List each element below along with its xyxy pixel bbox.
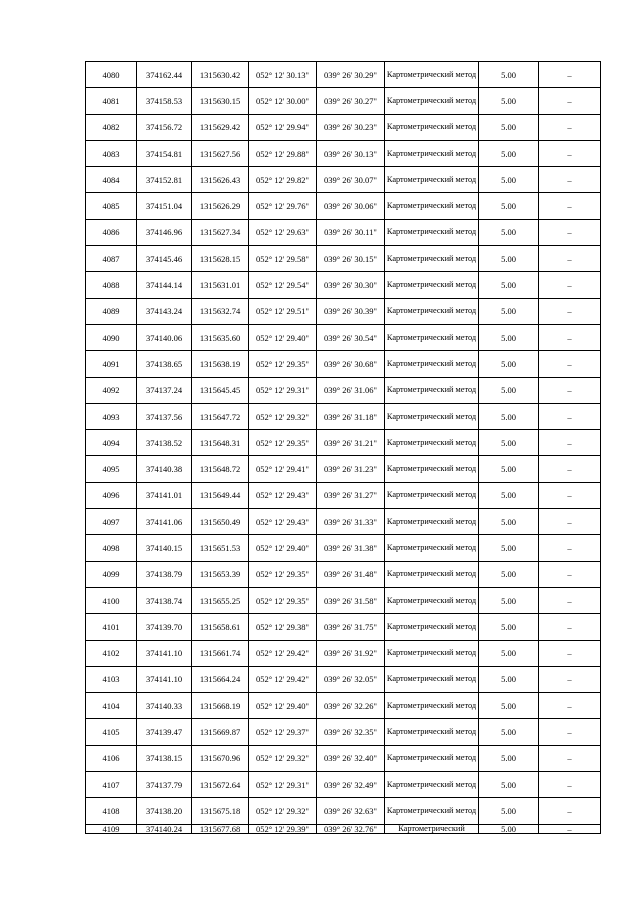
- longitude-cell: 039° 26' 30.23": [317, 114, 385, 140]
- latitude-cell: 052° 12' 29.40": [249, 693, 317, 719]
- table-row: [86, 509, 601, 535]
- table-row: [86, 298, 601, 324]
- coordinate-y-cell: 1315677.68: [192, 824, 249, 833]
- accuracy-cell: 5.00: [479, 640, 539, 666]
- method-cell: Картометрический метод: [385, 614, 479, 640]
- method-cell: Картометрический метод: [385, 324, 479, 350]
- note-cell: –: [539, 62, 601, 88]
- note-cell: –: [539, 798, 601, 824]
- accuracy-cell: 5.00: [479, 246, 539, 272]
- latitude-cell: 052° 12' 30.13": [249, 62, 317, 88]
- point-number-cell: 4109: [86, 824, 137, 833]
- table-row: [86, 614, 601, 640]
- accuracy-cell: 5.00: [479, 693, 539, 719]
- coordinate-x-cell: 374141.10: [137, 666, 192, 692]
- accuracy-cell: 5.00: [479, 140, 539, 166]
- note-cell: –: [539, 167, 601, 193]
- coordinates-table-container: [85, 61, 600, 834]
- accuracy-cell: 5.00: [479, 561, 539, 587]
- note-cell: –: [539, 772, 601, 798]
- coordinate-x-cell: 374156.72: [137, 114, 192, 140]
- coordinate-y-cell: 1315626.43: [192, 167, 249, 193]
- note-cell: –: [539, 587, 601, 613]
- point-number-cell: 4106: [86, 745, 137, 771]
- note-cell: –: [539, 272, 601, 298]
- table-row: [86, 482, 601, 508]
- method-cell: Картометрический метод: [385, 219, 479, 245]
- point-number-cell: 4102: [86, 640, 137, 666]
- method-cell: Картометрический метод: [385, 298, 479, 324]
- latitude-cell: 052° 12' 29.51": [249, 298, 317, 324]
- coordinate-y-cell: 1315650.49: [192, 509, 249, 535]
- note-cell: –: [539, 745, 601, 771]
- longitude-cell: 039° 26' 30.54": [317, 324, 385, 350]
- accuracy-cell: 5.00: [479, 193, 539, 219]
- longitude-cell: 039° 26' 31.18": [317, 403, 385, 429]
- coordinate-y-cell: 1315638.19: [192, 351, 249, 377]
- note-cell: –: [539, 561, 601, 587]
- method-cell: Картометрический метод: [385, 403, 479, 429]
- point-number-cell: 4083: [86, 140, 137, 166]
- longitude-cell: 039° 26' 30.06": [317, 193, 385, 219]
- note-cell: –: [539, 614, 601, 640]
- accuracy-cell: 5.00: [479, 167, 539, 193]
- method-cell: Картометрический метод: [385, 114, 479, 140]
- table-row: [86, 272, 601, 298]
- coordinate-y-cell: 1315635.60: [192, 324, 249, 350]
- accuracy-cell: 5.00: [479, 824, 539, 833]
- coordinate-x-cell: 374140.15: [137, 535, 192, 561]
- coordinate-y-cell: 1315630.15: [192, 88, 249, 114]
- coordinate-y-cell: 1315626.29: [192, 193, 249, 219]
- accuracy-cell: 5.00: [479, 114, 539, 140]
- latitude-cell: 052° 12' 29.32": [249, 798, 317, 824]
- method-cell: Картометрический метод: [385, 509, 479, 535]
- method-cell: Картометрический метод: [385, 456, 479, 482]
- coordinate-y-cell: 1315668.19: [192, 693, 249, 719]
- note-cell: –: [539, 456, 601, 482]
- coordinate-x-cell: 374140.33: [137, 693, 192, 719]
- coordinate-x-cell: 374154.81: [137, 140, 192, 166]
- table-row: [86, 377, 601, 403]
- table-row: [86, 140, 601, 166]
- coordinate-y-cell: 1315648.72: [192, 456, 249, 482]
- point-number-cell: 4090: [86, 324, 137, 350]
- note-cell: –: [539, 666, 601, 692]
- latitude-cell: 052° 12' 29.31": [249, 377, 317, 403]
- accuracy-cell: 5.00: [479, 298, 539, 324]
- accuracy-cell: 5.00: [479, 62, 539, 88]
- latitude-cell: 052° 12' 29.82": [249, 167, 317, 193]
- coordinate-x-cell: 374141.10: [137, 640, 192, 666]
- note-cell: –: [539, 719, 601, 745]
- note-cell: –: [539, 377, 601, 403]
- note-cell: –: [539, 246, 601, 272]
- latitude-cell: 052° 12' 29.39": [249, 824, 317, 833]
- coordinate-x-cell: 374145.46: [137, 246, 192, 272]
- longitude-cell: 039° 26' 31.58": [317, 587, 385, 613]
- coordinate-x-cell: 374140.06: [137, 324, 192, 350]
- coordinate-y-cell: 1315651.53: [192, 535, 249, 561]
- accuracy-cell: 5.00: [479, 219, 539, 245]
- coordinate-y-cell: 1315653.39: [192, 561, 249, 587]
- table-row: [86, 62, 601, 88]
- table-row: [86, 561, 601, 587]
- accuracy-cell: 5.00: [479, 272, 539, 298]
- coordinate-x-cell: 374138.79: [137, 561, 192, 587]
- accuracy-cell: 5.00: [479, 614, 539, 640]
- longitude-cell: 039° 26' 30.30": [317, 272, 385, 298]
- point-number-cell: 4085: [86, 193, 137, 219]
- accuracy-cell: 5.00: [479, 719, 539, 745]
- latitude-cell: 052° 12' 30.00": [249, 88, 317, 114]
- coordinate-x-cell: 374138.15: [137, 745, 192, 771]
- table-row: [86, 772, 601, 798]
- longitude-cell: 039° 26' 31.92": [317, 640, 385, 666]
- point-number-cell: 4107: [86, 772, 137, 798]
- latitude-cell: 052° 12' 29.43": [249, 509, 317, 535]
- method-cell: Картометрический метод: [385, 772, 479, 798]
- longitude-cell: 039° 26' 30.13": [317, 140, 385, 166]
- point-number-cell: 4103: [86, 666, 137, 692]
- longitude-cell: 039° 26' 31.27": [317, 482, 385, 508]
- method-cell: Картометрический метод: [385, 535, 479, 561]
- point-number-cell: 4088: [86, 272, 137, 298]
- table-row: [86, 719, 601, 745]
- coordinate-y-cell: 1315670.96: [192, 745, 249, 771]
- point-number-cell: 4099: [86, 561, 137, 587]
- latitude-cell: 052° 12' 29.35": [249, 561, 317, 587]
- latitude-cell: 052° 12' 29.94": [249, 114, 317, 140]
- coordinate-y-cell: 1315627.34: [192, 219, 249, 245]
- note-cell: –: [539, 140, 601, 166]
- table-row: [86, 324, 601, 350]
- longitude-cell: 039° 26' 32.35": [317, 719, 385, 745]
- coordinate-y-cell: 1315629.42: [192, 114, 249, 140]
- method-cell: Картометрический метод: [385, 62, 479, 88]
- coordinate-x-cell: 374138.74: [137, 587, 192, 613]
- coordinate-x-cell: 374140.38: [137, 456, 192, 482]
- coordinate-x-cell: 374138.20: [137, 798, 192, 824]
- method-cell: Картометрический метод: [385, 666, 479, 692]
- longitude-cell: 039° 26' 31.21": [317, 430, 385, 456]
- table-row: [86, 693, 601, 719]
- accuracy-cell: 5.00: [479, 88, 539, 114]
- longitude-cell: 039° 26' 32.26": [317, 693, 385, 719]
- point-number-cell: 4087: [86, 246, 137, 272]
- point-number-cell: 4094: [86, 430, 137, 456]
- table-row: [86, 246, 601, 272]
- table-row: [86, 403, 601, 429]
- coordinate-x-cell: 374146.96: [137, 219, 192, 245]
- longitude-cell: 039° 26' 32.76": [317, 824, 385, 833]
- longitude-cell: 039° 26' 30.27": [317, 88, 385, 114]
- accuracy-cell: 5.00: [479, 482, 539, 508]
- longitude-cell: 039° 26' 30.39": [317, 298, 385, 324]
- latitude-cell: 052° 12' 29.40": [249, 324, 317, 350]
- note-cell: –: [539, 824, 601, 833]
- coordinate-x-cell: 374138.52: [137, 430, 192, 456]
- coordinate-x-cell: 374137.79: [137, 772, 192, 798]
- point-number-cell: 4098: [86, 535, 137, 561]
- longitude-cell: 039° 26' 31.75": [317, 614, 385, 640]
- method-cell: Картометрический метод: [385, 351, 479, 377]
- method-cell: Картометрический метод: [385, 587, 479, 613]
- accuracy-cell: 5.00: [479, 430, 539, 456]
- longitude-cell: 039° 26' 30.11": [317, 219, 385, 245]
- coordinate-x-cell: 374138.65: [137, 351, 192, 377]
- longitude-cell: 039° 26' 31.48": [317, 561, 385, 587]
- table-row: [86, 351, 601, 377]
- coordinate-x-cell: 374162.44: [137, 62, 192, 88]
- point-number-cell: 4082: [86, 114, 137, 140]
- coordinate-x-cell: 374140.24: [137, 824, 192, 833]
- point-number-cell: 4096: [86, 482, 137, 508]
- table-row: [86, 798, 601, 824]
- note-cell: –: [539, 430, 601, 456]
- latitude-cell: 052° 12' 29.42": [249, 666, 317, 692]
- point-number-cell: 4100: [86, 587, 137, 613]
- accuracy-cell: 5.00: [479, 351, 539, 377]
- accuracy-cell: 5.00: [479, 324, 539, 350]
- longitude-cell: 039° 26' 30.15": [317, 246, 385, 272]
- latitude-cell: 052° 12' 29.37": [249, 719, 317, 745]
- latitude-cell: 052° 12' 29.38": [249, 614, 317, 640]
- table-row: [86, 640, 601, 666]
- point-number-cell: 4086: [86, 219, 137, 245]
- table-row: [86, 666, 601, 692]
- coordinate-y-cell: 1315649.44: [192, 482, 249, 508]
- coordinate-y-cell: 1315648.31: [192, 430, 249, 456]
- method-cell: Картометрический метод: [385, 246, 479, 272]
- point-number-cell: 4081: [86, 88, 137, 114]
- point-number-cell: 4092: [86, 377, 137, 403]
- table-row: [86, 587, 601, 613]
- coordinate-y-cell: 1315632.74: [192, 298, 249, 324]
- latitude-cell: 052° 12' 29.40": [249, 535, 317, 561]
- note-cell: –: [539, 193, 601, 219]
- table-row: [86, 193, 601, 219]
- method-cell: Картометрический метод: [385, 719, 479, 745]
- coordinate-y-cell: 1315630.42: [192, 62, 249, 88]
- coordinates-table: [85, 61, 601, 834]
- coordinate-x-cell: 374141.06: [137, 509, 192, 535]
- coordinate-y-cell: 1315631.01: [192, 272, 249, 298]
- method-cell: Картометрический метод: [385, 798, 479, 824]
- point-number-cell: 4089: [86, 298, 137, 324]
- latitude-cell: 052° 12' 29.43": [249, 482, 317, 508]
- table-row: [86, 88, 601, 114]
- latitude-cell: 052° 12' 29.32": [249, 745, 317, 771]
- accuracy-cell: 5.00: [479, 377, 539, 403]
- coordinate-y-cell: 1315672.64: [192, 772, 249, 798]
- note-cell: –: [539, 482, 601, 508]
- table-body: [86, 62, 601, 834]
- method-cell: Картометрический метод: [385, 167, 479, 193]
- coordinate-x-cell: 374137.56: [137, 403, 192, 429]
- note-cell: –: [539, 535, 601, 561]
- latitude-cell: 052° 12' 29.41": [249, 456, 317, 482]
- latitude-cell: 052° 12' 29.88": [249, 140, 317, 166]
- point-number-cell: 4105: [86, 719, 137, 745]
- note-cell: –: [539, 693, 601, 719]
- method-cell: Картометрический метод: [385, 561, 479, 587]
- longitude-cell: 039° 26' 31.38": [317, 535, 385, 561]
- coordinate-x-cell: 374137.24: [137, 377, 192, 403]
- coordinate-y-cell: 1315669.87: [192, 719, 249, 745]
- table-row: [86, 824, 601, 833]
- longitude-cell: 039° 26' 30.07": [317, 167, 385, 193]
- longitude-cell: 039° 26' 31.33": [317, 509, 385, 535]
- note-cell: –: [539, 219, 601, 245]
- coordinate-y-cell: 1315675.18: [192, 798, 249, 824]
- point-number-cell: 4101: [86, 614, 137, 640]
- longitude-cell: 039° 26' 32.63": [317, 798, 385, 824]
- coordinate-x-cell: 374152.81: [137, 167, 192, 193]
- note-cell: –: [539, 114, 601, 140]
- latitude-cell: 052° 12' 29.32": [249, 403, 317, 429]
- coordinate-y-cell: 1315655.25: [192, 587, 249, 613]
- coordinate-y-cell: 1315628.15: [192, 246, 249, 272]
- note-cell: –: [539, 403, 601, 429]
- longitude-cell: 039° 26' 31.06": [317, 377, 385, 403]
- table-row: [86, 167, 601, 193]
- latitude-cell: 052° 12' 29.42": [249, 640, 317, 666]
- point-number-cell: 4095: [86, 456, 137, 482]
- latitude-cell: 052° 12' 29.31": [249, 772, 317, 798]
- coordinate-y-cell: 1315647.72: [192, 403, 249, 429]
- coordinate-x-cell: 374151.04: [137, 193, 192, 219]
- point-number-cell: 4108: [86, 798, 137, 824]
- method-cell: Картометрический метод: [385, 640, 479, 666]
- method-cell: Картометрический: [385, 824, 479, 833]
- point-number-cell: 4080: [86, 62, 137, 88]
- coordinate-x-cell: 374144.14: [137, 272, 192, 298]
- latitude-cell: 052° 12' 29.35": [249, 587, 317, 613]
- coordinate-x-cell: 374158.53: [137, 88, 192, 114]
- method-cell: Картометрический метод: [385, 88, 479, 114]
- coordinate-y-cell: 1315627.56: [192, 140, 249, 166]
- method-cell: Картометрический метод: [385, 140, 479, 166]
- longitude-cell: 039° 26' 32.40": [317, 745, 385, 771]
- coordinate-y-cell: 1315664.24: [192, 666, 249, 692]
- coordinate-y-cell: 1315645.45: [192, 377, 249, 403]
- point-number-cell: 4097: [86, 509, 137, 535]
- method-cell: Картометрический метод: [385, 377, 479, 403]
- latitude-cell: 052° 12' 29.35": [249, 430, 317, 456]
- point-number-cell: 4093: [86, 403, 137, 429]
- point-number-cell: 4104: [86, 693, 137, 719]
- note-cell: –: [539, 298, 601, 324]
- coordinate-x-cell: 374139.70: [137, 614, 192, 640]
- note-cell: –: [539, 640, 601, 666]
- method-cell: Картометрический метод: [385, 272, 479, 298]
- note-cell: –: [539, 351, 601, 377]
- accuracy-cell: 5.00: [479, 535, 539, 561]
- method-cell: Картометрический метод: [385, 430, 479, 456]
- latitude-cell: 052° 12' 29.76": [249, 193, 317, 219]
- table-row: [86, 430, 601, 456]
- longitude-cell: 039° 26' 31.23": [317, 456, 385, 482]
- method-cell: Картометрический метод: [385, 745, 479, 771]
- table-row: [86, 114, 601, 140]
- coordinate-y-cell: 1315658.61: [192, 614, 249, 640]
- longitude-cell: 039° 26' 30.29": [317, 62, 385, 88]
- note-cell: –: [539, 324, 601, 350]
- accuracy-cell: 5.00: [479, 456, 539, 482]
- latitude-cell: 052° 12' 29.63": [249, 219, 317, 245]
- latitude-cell: 052° 12' 29.35": [249, 351, 317, 377]
- table-row: [86, 219, 601, 245]
- coordinate-x-cell: 374139.47: [137, 719, 192, 745]
- latitude-cell: 052° 12' 29.58": [249, 246, 317, 272]
- latitude-cell: 052° 12' 29.54": [249, 272, 317, 298]
- accuracy-cell: 5.00: [479, 509, 539, 535]
- table-row: [86, 456, 601, 482]
- longitude-cell: 039° 26' 30.68": [317, 351, 385, 377]
- accuracy-cell: 5.00: [479, 587, 539, 613]
- accuracy-cell: 5.00: [479, 403, 539, 429]
- note-cell: –: [539, 509, 601, 535]
- coordinate-y-cell: 1315661.74: [192, 640, 249, 666]
- note-cell: –: [539, 88, 601, 114]
- point-number-cell: 4084: [86, 167, 137, 193]
- table-row: [86, 745, 601, 771]
- accuracy-cell: 5.00: [479, 772, 539, 798]
- method-cell: Картометрический метод: [385, 193, 479, 219]
- coordinate-x-cell: 374143.24: [137, 298, 192, 324]
- longitude-cell: 039° 26' 32.49": [317, 772, 385, 798]
- accuracy-cell: 5.00: [479, 745, 539, 771]
- method-cell: Картометрический метод: [385, 693, 479, 719]
- longitude-cell: 039° 26' 32.05": [317, 666, 385, 692]
- point-number-cell: 4091: [86, 351, 137, 377]
- accuracy-cell: 5.00: [479, 666, 539, 692]
- table-row: [86, 535, 601, 561]
- accuracy-cell: 5.00: [479, 798, 539, 824]
- coordinate-x-cell: 374141.01: [137, 482, 192, 508]
- method-cell: Картометрический метод: [385, 482, 479, 508]
